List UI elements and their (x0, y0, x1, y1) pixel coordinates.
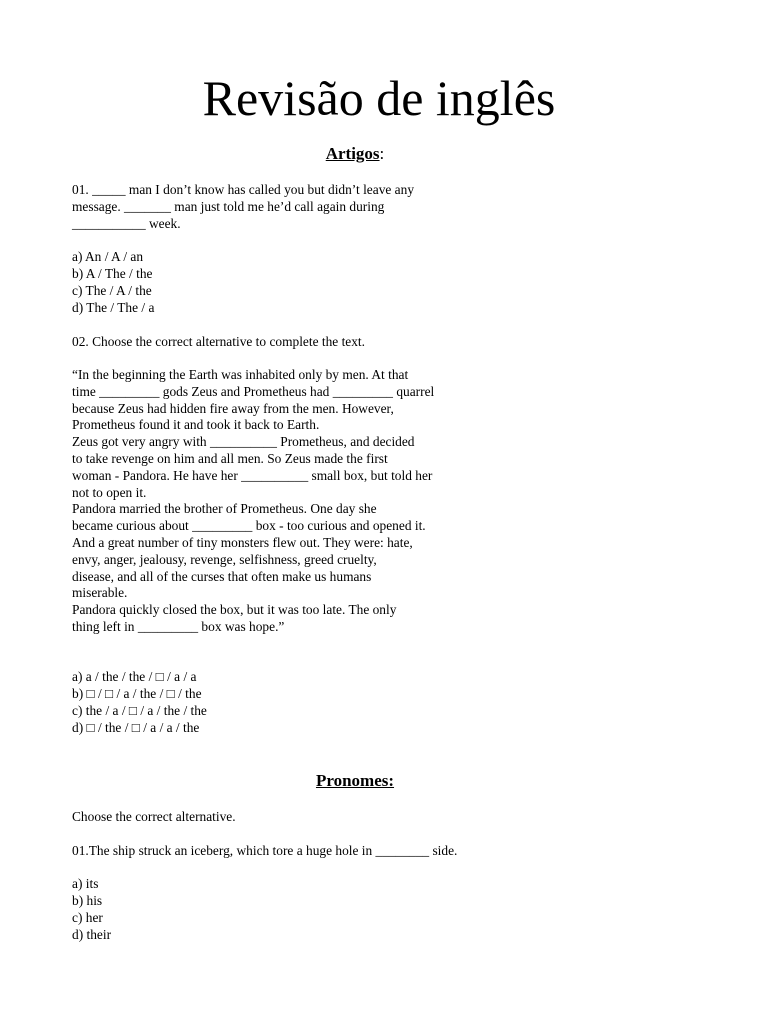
question-2-text-line: envy, anger, jealousy, revenge, selfishness, greed cruelty, (72, 552, 377, 567)
pronomes-question-1-option-c: c) her (72, 910, 103, 925)
question-2-text-line: Pandora quickly closed the box, but it was too late. The only (72, 602, 397, 617)
question-2-text-line: miserable. (72, 585, 128, 600)
question-2-text-line: time _________ gods Zeus and Prometheus had _________ quarrel (72, 384, 435, 399)
question-2-text-line: woman - Pandora. He have her __________ small box, but told her (72, 468, 433, 483)
question-2-text-line: disease, and all of the curses that often make us humans (72, 569, 372, 584)
question-2-text-line: Zeus got very angry with __________ Prometheus, and decided (72, 434, 415, 449)
question-1-line-2: message. _______ man just told me he’d call again during (72, 199, 385, 214)
question-2-option-b: b) □ / □ / a / the / □ / the (72, 686, 202, 701)
question-1-option-d: d) The / The / a (72, 300, 155, 315)
question-2-text-line: Prometheus found it and took it back to Earth. (72, 417, 320, 432)
pronomes-instruction: Choose the correct alternative. (72, 809, 236, 824)
question-2-text-line: And a great number of tiny monsters flew out. They were: hate, (72, 535, 413, 550)
question-2-text-line: thing left in _________ box was hope.” (72, 619, 285, 634)
question-2-prompt: 02. Choose the correct alternative to complete the text. (72, 334, 365, 349)
question-2-text-line: became curious about _________ box - too curious and opened it. (72, 518, 426, 533)
question-1-option-a: a) An / A / an (72, 249, 144, 264)
pronomes-question-1-option-b: b) his (72, 893, 103, 908)
question-1-line-1: 01. _____ man I don’t know has called you but didn’t leave any (72, 182, 415, 197)
section-heading-artigos-colon: : (379, 144, 385, 163)
question-1-option-b: b) A / The / the (72, 266, 153, 281)
pronomes-question-1-option-d: d) their (72, 927, 112, 942)
question-2-text-line: because Zeus had hidden fire away from the men. However, (72, 401, 394, 416)
page-title: Revisão de inglês (202, 70, 556, 126)
question-2-option-a: a) a / the / the / □ / a / a (72, 669, 197, 684)
question-2-text-line: “In the beginning the Earth was inhabited only by men. At that (72, 367, 409, 382)
question-1-option-c: c) The / A / the (72, 283, 152, 298)
question-2-option-c: c) the / a / □ / a / the / the (72, 703, 207, 718)
question-1-line-3: ___________ week. (72, 216, 181, 231)
question-2-text-line: Pandora married the brother of Prometheus. One day she (72, 501, 377, 516)
pronomes-question-1-option-a: a) its (72, 876, 99, 891)
section-heading-artigos-text: Artigos (325, 144, 380, 163)
question-2-option-d: d) □ / the / □ / a / a / the (72, 720, 200, 735)
question-2-text-line: not to open it. (72, 485, 147, 500)
question-2-text-line: to take revenge on him and all men. So Zeus made the first (72, 451, 388, 466)
section-heading-pronomes-text: Pronomes: (315, 771, 395, 790)
section-heading-pronomes (0, 771, 710, 791)
pronomes-question-1: 01.The ship struck an iceberg, which tore a huge hole in ________ side. (72, 843, 458, 858)
section-heading-artigos (0, 144, 710, 164)
